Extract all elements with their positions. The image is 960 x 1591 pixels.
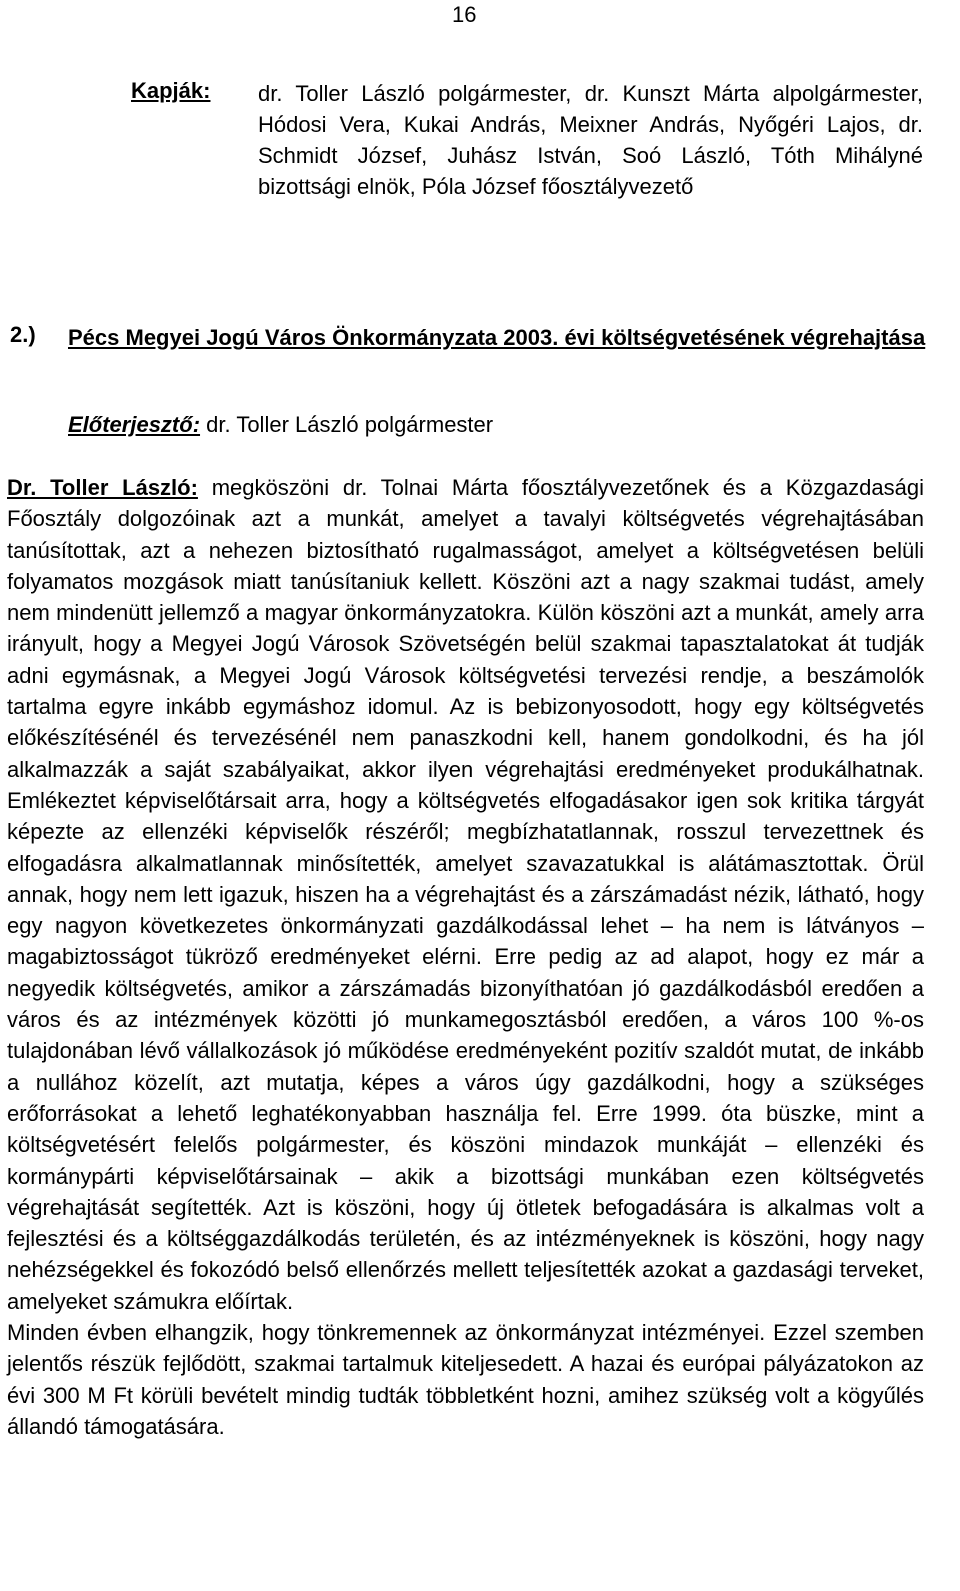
speech-paragraph-2: Minden évben elhangzik, hogy tönkremennek az önkormányzat intézményei. Ezzel szemben jelentős részük fejlődött, szakmai tartalmuk kiteljesedett. A hazai és európai pályázatokon az évi 300 M Ft körüli bevételt mindig tudták többletként hozni, amihez szükség volt a kögyűlés állandó támogatására. [7, 1320, 924, 1439]
recipients-list: dr. Toller László polgármester, dr. Kunszt Márta alpolgármester, Hódosi Vera, Kukai András, Meixner András, Nyőgéri Lajos, dr. Schmidt József, Juhász István, Soó László, Tóth Mihályné bizottsági elnök, Póla József főosztályvezető [258, 81, 923, 199]
presenter-name: dr. Toller László polgármester [200, 412, 494, 437]
recipients-label: Kapják: [131, 78, 211, 103]
speaker-name: Dr. Toller László: [7, 475, 198, 500]
page-number: 16 [452, 2, 477, 27]
presenter-line [68, 412, 493, 438]
speech-text-1: megköszöni dr. Tolnai Márta főosztályvezetőnek és a Közgazdasági Főosztály dolgozóinak azt a munkát, amelyet a tavalyi költségvetés végrehajtásában tanúsítottak, azt a nehezen biztosítható rugalmasságot, amelyet a költségvetésen belüli folyamatos mozgások miatt tanúsítaniuk kellett. Köszöni azt a nagy szakmai tudást, amely nem mindenütt jellemző a magyar önkormányzatokra. Külön köszöni azt a munkát, amely arra irányult, hogy a Megyei Jogú Városok Szövetségén belül szakmai tapasztalatokat át tudják adni egymásnak, a Megyei Jogú Városok költségvetési tervezési rendje, a beszámolók tartalma egyre inkább egymáshoz idomul. Az is bebizonyosodott, hogy egy költségvetés előkészítésénél és tervezésénél nem panaszkodni kell, hanem gondolkodni, és ha jól alkalmazzák a saját szabályaikat, akkor ilyen végrehajtási eredményeket produkálhatnak. Emlékeztet képviselőtársait arra, hogy a költségvetés elfogadásakor igen sok kritika tárgyát képezte az ellenzéki képviselők részéről; megbízhatatlannak, rosszul tervezettnek és elfogadásra alkalmatlannak minősítették, amelyet szavazatukkal is alátámasztottak. Örül annak, hogy nem lett igazuk, hiszen ha a végrehajtást és a zárszámadást nézik, látható, hogy egy nagyon következetes önkormányzati gazdálkodással lehet – ha nem is látványos – magabiztosságot tükröző eredményeket elérni. Erre pedig az ad alapot, hogy ez már a negyedik költségvetés, amikor a zárszámadás bizonyíthatóan jó gazdálkodásból eredően a város és az intézmények közötti jó munkamegosztásból eredően, a város 100 %-os tulajdonában lévő vállalkozások jó működése eredményeként pozitív szaldót mutat, de inkább a nullához közelít, azt mutatja, képes a város úgy gazdálkodni, hogy a szükséges erőforrásokat a lehető leghatékonyabban használja fel. Erre 1999. óta büszke, mint a költségvetésért felelős polgármester, és köszöni mindazok munkáját – ellenzéki és kormánypárti képviselőtársainak – akik a bizottsági munkában ezen költségvetés végrehajtását segítették. Azt is köszöni, hogy új ötletek befogadására is alkalmas volt a fejlesztési és a költséggazdálkodás területén, és az intézményeknek is köszöni, hogy nagy nehézségekkel és fokozódó belső ellenőrzés mellett teljesítették azokat a gazdasági terveket, amelyeket számukra előírtak. [7, 475, 925, 1314]
speech-paragraph-1 [7, 472, 924, 1317]
speech-body [7, 472, 924, 1442]
section-title: Pécs Megyei Jogú Város Önkormányzata 2003. évi költségvetésének végrehajtása [68, 325, 926, 350]
presenter-label: Előterjesztő: [68, 412, 201, 437]
section-number: 2.) [10, 322, 36, 347]
